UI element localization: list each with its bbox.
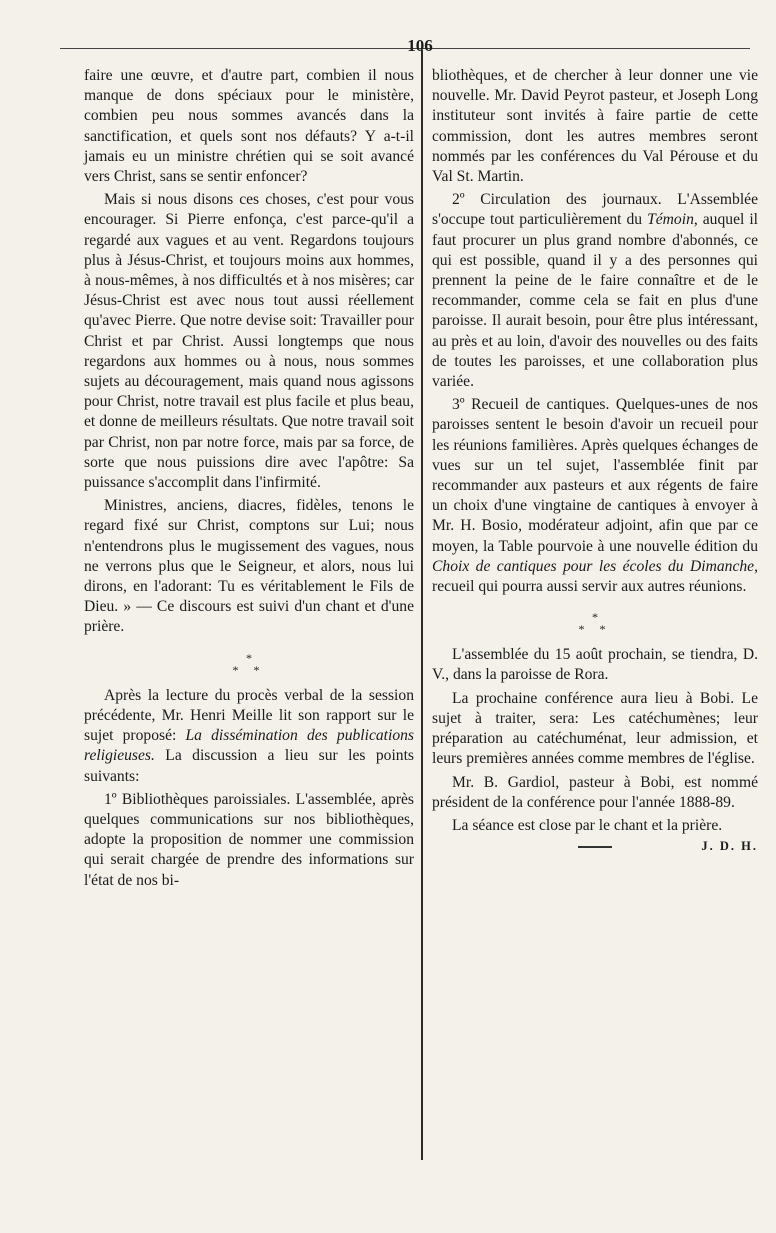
p2-text-before: 2º Circulation des journaux. L'Assemblée s'occupe tout particulièrement du (432, 191, 758, 229)
signature: J. D. H. (701, 839, 758, 854)
right-paragraph-7 (432, 816, 758, 854)
p4-text-before: Après la lecture du procès verbal de la session précédente, Mr. Henri Meille lit son rapport sur le sujet proposé: (84, 686, 414, 745)
left-paragraph-3: Ministres, anciens, diacres, fidèles, tenons le regard fixé sur Christ, comptons sur Lui; nous n'entendrons plus le mugissement des vagues, nous ne verrons plus que le Seigneur, et alors, nous lui dirons, en l'adorant: Tu es véritablement le Fils de Dieu. » — Ce discours est suivi d'un chant et d'une prière. (84, 497, 414, 636)
stars-row-1: * (246, 650, 252, 665)
section-separator-stars (84, 652, 414, 676)
p2-italic-journal: Témoin (647, 211, 694, 229)
p3-text-before: 3º Recueil de cantiques. Quelques-unes de nos paroisses sentent le besoin d'avoir un recueil pour les réunions familières. Après quelques échanges de vues sur un tel sujet, l'assemblée finit par recommander aux pasteurs et aux régents de faire un choix d'une vingtaine de cantiques à envoyer à Mr. H. Bosio, modérateur adjoint, afin que par ce moyen, la Table pourvoie à une nouvelle édition du (432, 396, 758, 555)
left-paragraph-2: Mais si nous disons ces choses, c'est pour vous encourager. Si Pierre enfonça, c'est parce-qu'il a regardé aux vagues et au vent. Regardons toujours plus à Jésus-Christ, et toujours moins aux hommes, à nous-mêmes, à nos difficultés et à nos misères; car Jésus-Christ est avec nous tout aussi réellement qu'avec Pierre. Que notre devise soit: Travailler pour Christ et par Christ. Aussi longtemps que nous regardons aux hommes ou à nous, nous sommes sujets au découragement, mais quand nous agissons pour Christ, notre travail est plus facile et plus beau, et donne de meilleurs résultats. Que notre travail soit par Christ, non par notre force, mais par sa force, de sorte que nous puissions dire avec l'apôtre: Sa puissance s'accomplit dans l'infirmité. (84, 191, 414, 492)
left-paragraph-1: faire une œuvre, et d'autre part, combien il nous manque de dons spéciaux pour le ministère, combien peu nous sommes avancés dans la sanctification, et quels sont nos défauts? Y a-t-il jamais eu un ministre chrétien qui se soit avancé vers Christ, sans se sentir enfoncer? (84, 67, 414, 186)
p3-italic-title: Choix de cantiques pour les écoles du Dimanche (432, 557, 755, 575)
end-rule (578, 846, 612, 848)
p2-text-after: , auquel il faut procurer un plus grand nombre d'abonnés, ce qui est possible, quand il y a des personnes qui prennent la peine de le faire connaître et de le recommander, comme cela se fait en plus d'une paroisse. Il aurait besoin, pour être plus intéressant, au près et au loin, d'avoir des nouvelles ou des faits de toutes les paroisses, et une collaboration plus variée. (432, 211, 758, 391)
right-paragraph-3 (432, 395, 758, 597)
p4-text-after: La discussion a lieu sur les points suivants: (84, 747, 414, 785)
right-paragraph-1: bliothèques, et de chercher à leur donner une vie nouvelle. Mr. David Peyrot pasteur, et Joseph Long instituteur sont invités à faire partie de cette commission, dont les autres membres seront nommés par les conférences du Val Pérouse et du Val St. Martin. (432, 67, 758, 186)
page-number: 106 (407, 36, 433, 55)
right-paragraph-5: La prochaine conférence aura lieu à Bobi. Le sujet à traiter, sera: Les catéchumènes; leur préparation au catéchuménat, leur admission, et leurs premières années comme membres de l'église. (432, 689, 758, 768)
p4-italic-title: La dissémination des publications religieuses. (84, 727, 415, 765)
left-column (84, 66, 414, 894)
right-column (432, 66, 758, 856)
column-divider (421, 50, 423, 1160)
section-separator-stars-right (432, 611, 758, 635)
p3-text-after: , recueil qui pourra aussi servir aux autres réunions. (432, 557, 758, 596)
right-paragraph-4: L'assemblée du 15 août prochain, se tiendra, D. V., dans la paroisse de Rora. (432, 646, 758, 684)
p7-text: La séance est close par le chant et la prière. (452, 816, 723, 834)
right-paragraph-2 (432, 190, 758, 392)
left-paragraph-4 (84, 686, 414, 787)
stars-row-2-right: * * (578, 622, 612, 637)
left-paragraph-5: 1º Bibliothèques paroissiales. L'assemblée, après quelques communications sur nos bibliothèques, adopte la proposition de nommer une commission qui serait chargée de prendre des informations sur l'état de nos bi- (84, 790, 414, 889)
stars-row-1-right: * (592, 610, 598, 625)
stars-row-2: * * (232, 662, 266, 677)
right-paragraph-6: Mr. B. Gardiol, pasteur à Bobi, est nommé président de la conférence pour l'année 1888-89. (432, 773, 758, 811)
